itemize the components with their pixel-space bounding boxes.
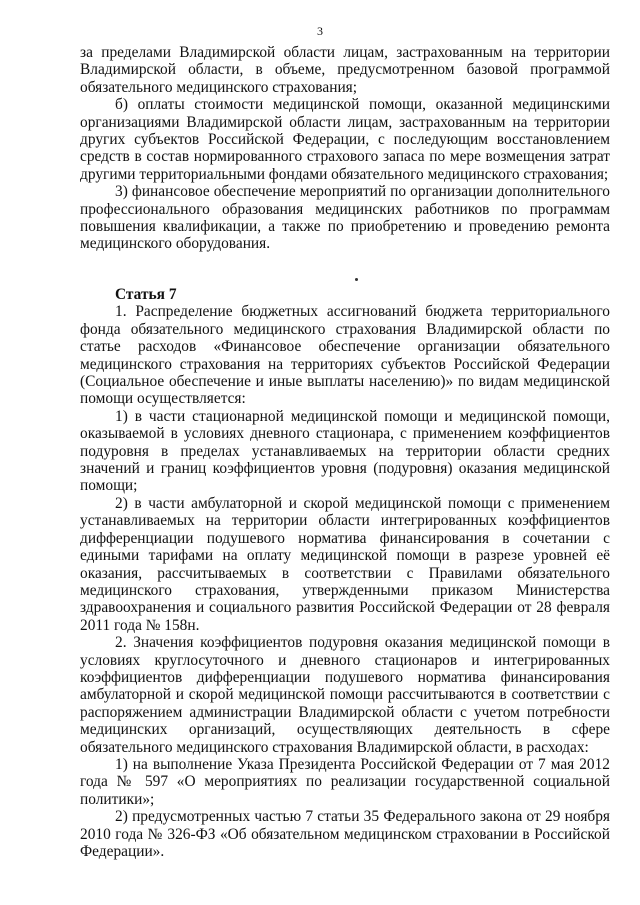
intro-block	[80, 44, 610, 253]
intro-paragraph-b: б) оплаты стоимости медицинской помощи, оказанной медицинскими организациями Владимирской области лицам, застрахованным на территории других субъектов Российской Федерации, с последующим восстановлением средств в состав нормированного страхового запаса по мере возмещения затрат другими территориальными фондами обязательного медицинского страхования;	[80, 96, 610, 183]
intro-paragraph-3: 3) финансовое обеспечение мероприятий по организации дополнительного профессионального образования медицинских работников по программам повышения квалификации, а также по приобретению и проведению ремонта медицинского оборудования.	[80, 183, 610, 253]
article-paragraph-1: 1. Распределение бюджетных ассигнований бюджета территориального фонда обязательного медицинского страхования Владимирской области по статье расходов «Финансовое обеспечение организации обязательного медицинского страхования на территориях субъектов Российской Федерации (Социальное обеспечение и иные выплаты населению)» по видам медицинской помощи осуществляется:	[80, 303, 610, 408]
article-expense-2: 2) предусмотренных частью 7 статьи 35 Федерального закона от 29 ноября 2010 года № 326-ФЗ «Об обязательном медицинском страховании в Российской Федерации».	[80, 808, 610, 860]
stray-dot	[355, 278, 358, 281]
article-paragraph-2: 2. Значения коэффициентов подуровня оказания медицинской помощи в условиях круглосуточного и дневного стационаров и интегрированных коэффициентов дифференциации подушевого норматива финансирования амбулаторной и скорой медицинской помощи рассчитываются в соответствии с распоряжением администрации Владимирской области с учетом потребности медицинских организаций, осуществляющих деятельность в сфере обязательного медицинского страхования Владимирской области, в расходах:	[80, 634, 610, 756]
article-subitem-1: 1) в части стационарной медицинской помощи и медицинской помощи, оказываемой в условиях дневного стационара, с применением коэффициентов подуровня в пределах устанавливаемых на территории области средних значений и границ коэффициентов уровня (подуровня) оказания медицинской помощи;	[80, 407, 610, 495]
page-number: 3	[317, 24, 323, 38]
article-expense-1: 1) на выполнение Указа Президента Российской Федерации от 7 мая 2012 года № 597 «О мероприятиях по реализации государственной социальной политики»;	[80, 755, 610, 808]
article-heading: Статья 7	[115, 286, 177, 303]
intro-paragraph-continuation: за пределами Владимирской области лицам, застрахованным на территории Владимирской области, в объеме, предусмотренном базовой программой обязательного медицинского страхования;	[80, 44, 610, 96]
article-subitem-2: 2) в части амбулаторной и скорой медицинской помощи с применением устанавливаемых на территории области интегрированных коэффициентов дифференциации подушевого норматива финансирования в сочетании с едиными тарифами на оплату медицинской помощи в разрезе уровней её оказания, рассчитываемых в соответствии с Правилами обязательного медицинского страхования, утвержденными приказом Министерства здравоохранения и социального развития Российской Федерации от 28 февраля 2011 года № 158н.	[80, 494, 610, 634]
article-7	[80, 286, 610, 860]
